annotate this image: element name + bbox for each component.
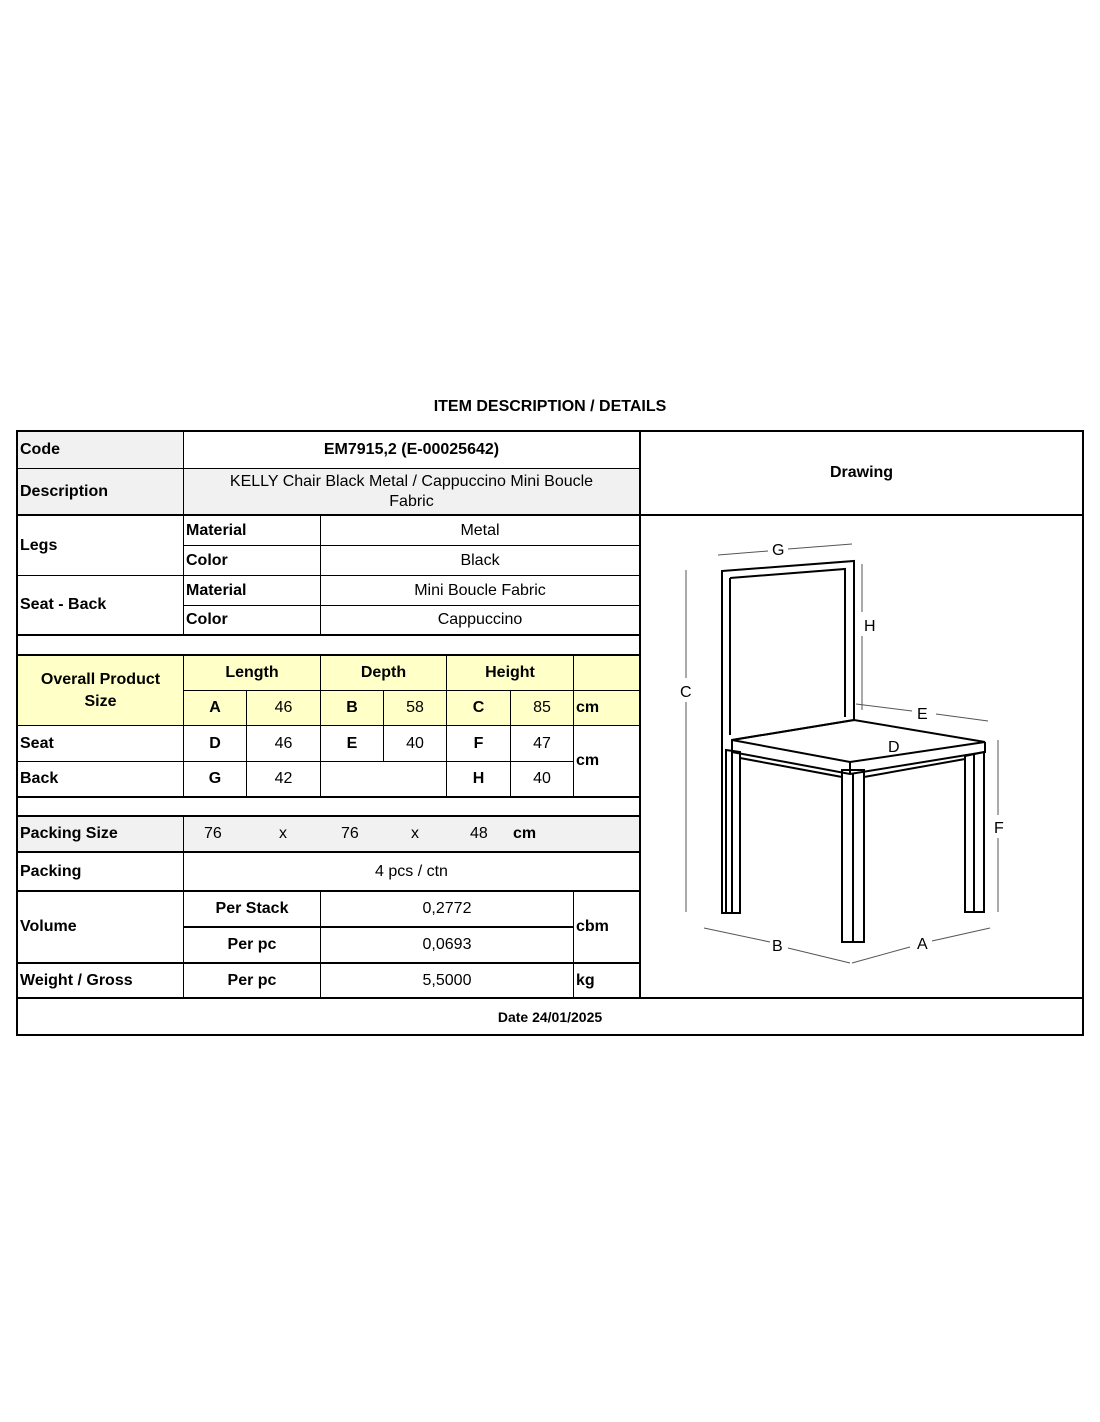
height-header: Height bbox=[447, 656, 574, 691]
depth-header: Depth bbox=[321, 656, 447, 691]
value-g: 42 bbox=[247, 762, 321, 798]
code-label: Code bbox=[18, 432, 184, 469]
packing-value: 4 pcs / ctn bbox=[184, 853, 641, 892]
dim-letter-d: D bbox=[888, 739, 900, 756]
legs-material-label: Material bbox=[184, 516, 321, 546]
description-label: Description bbox=[18, 469, 184, 516]
dim-letter-f: F bbox=[994, 820, 1004, 837]
weight-unit: kg bbox=[574, 964, 641, 999]
value-h: 40 bbox=[511, 762, 574, 798]
dim-letter-h: H bbox=[864, 618, 876, 635]
legs-material-value: Metal bbox=[321, 516, 641, 546]
seat-back-material-value: Mini Boucle Fabric bbox=[321, 576, 641, 606]
letter-e: E bbox=[321, 726, 384, 762]
dim-letter-b: B bbox=[772, 938, 783, 955]
volume-per-stack-value: 0,2772 bbox=[321, 892, 574, 928]
value-e: 40 bbox=[384, 726, 447, 762]
packing-width: 76 bbox=[341, 825, 359, 842]
legs-color-label: Color bbox=[184, 546, 321, 576]
weight-per-pc-label: Per pc bbox=[184, 964, 321, 999]
drawing-label: Drawing bbox=[641, 432, 1082, 516]
legs-color-value: Black bbox=[321, 546, 641, 576]
overall-unit: cm bbox=[574, 691, 641, 726]
description-value bbox=[184, 469, 641, 516]
overall-unit-header-blank bbox=[574, 656, 641, 691]
packing-x-2: x bbox=[411, 825, 419, 842]
page-title: ITEM DESCRIPTION / DETAILS bbox=[433, 398, 667, 415]
value-a: 46 bbox=[247, 691, 321, 726]
packing-length: 76 bbox=[204, 825, 222, 842]
dim-letter-e: E bbox=[917, 706, 928, 723]
letter-f: F bbox=[447, 726, 511, 762]
value-c: 85 bbox=[511, 691, 574, 726]
back-label: Back bbox=[18, 762, 184, 798]
packing-height: 48 bbox=[470, 825, 488, 842]
volume-per-stack-label: Per Stack bbox=[184, 892, 321, 928]
letter-g: G bbox=[184, 762, 247, 798]
date-footer: Date 24/01/2025 bbox=[497, 1008, 603, 1025]
volume-label: Volume bbox=[18, 892, 184, 964]
dim-letter-a: A bbox=[917, 936, 928, 953]
overall-size-label-line-2: Size bbox=[84, 692, 117, 710]
weight-label: Weight / Gross bbox=[18, 964, 184, 999]
packing-unit: cm bbox=[513, 825, 537, 842]
packing-x-1: x bbox=[279, 825, 287, 842]
value-f: 47 bbox=[511, 726, 574, 762]
letter-c: C bbox=[447, 691, 511, 726]
letter-b: B bbox=[321, 691, 384, 726]
packing-size-values bbox=[184, 817, 641, 853]
value-d: 46 bbox=[247, 726, 321, 762]
code-value: EM7915,2 (E-00025642) bbox=[184, 432, 641, 469]
description-line-1: KELLY Chair Black Metal / Cappuccino Mini Boucle bbox=[229, 472, 594, 490]
seat-back-label: Seat - Back bbox=[18, 576, 184, 636]
spacer-row bbox=[18, 636, 641, 656]
legs-label: Legs bbox=[18, 516, 184, 576]
letter-a: A bbox=[184, 691, 247, 726]
seat-back-color-label: Color bbox=[184, 606, 321, 636]
seat-label: Seat bbox=[18, 726, 184, 762]
chair-drawing bbox=[660, 530, 1060, 980]
spacer-row-2 bbox=[18, 798, 641, 817]
dim-letter-g: G bbox=[772, 542, 785, 559]
description-line-2: Fabric bbox=[389, 492, 434, 510]
dim-letter-c: C bbox=[680, 684, 692, 701]
packing-size-label: Packing Size bbox=[18, 817, 184, 853]
packing-label: Packing bbox=[18, 853, 184, 892]
seat-back-unit: cm bbox=[574, 726, 641, 798]
overall-size-label bbox=[18, 656, 184, 726]
weight-per-pc-value: 5,5000 bbox=[321, 964, 574, 999]
letter-d: D bbox=[184, 726, 247, 762]
overall-size-label-line-1: Overall Product bbox=[40, 670, 161, 688]
value-b: 58 bbox=[384, 691, 447, 726]
back-blank-cell bbox=[321, 762, 447, 798]
volume-per-pc-value: 0,0693 bbox=[321, 928, 574, 964]
letter-h: H bbox=[447, 762, 511, 798]
seat-back-color-value: Cappuccino bbox=[321, 606, 641, 636]
length-header: Length bbox=[184, 656, 321, 691]
seat-back-material-label: Material bbox=[184, 576, 321, 606]
volume-per-pc-label: Per pc bbox=[184, 928, 321, 964]
volume-unit: cbm bbox=[574, 892, 641, 964]
chair-frame-icon bbox=[722, 561, 985, 942]
